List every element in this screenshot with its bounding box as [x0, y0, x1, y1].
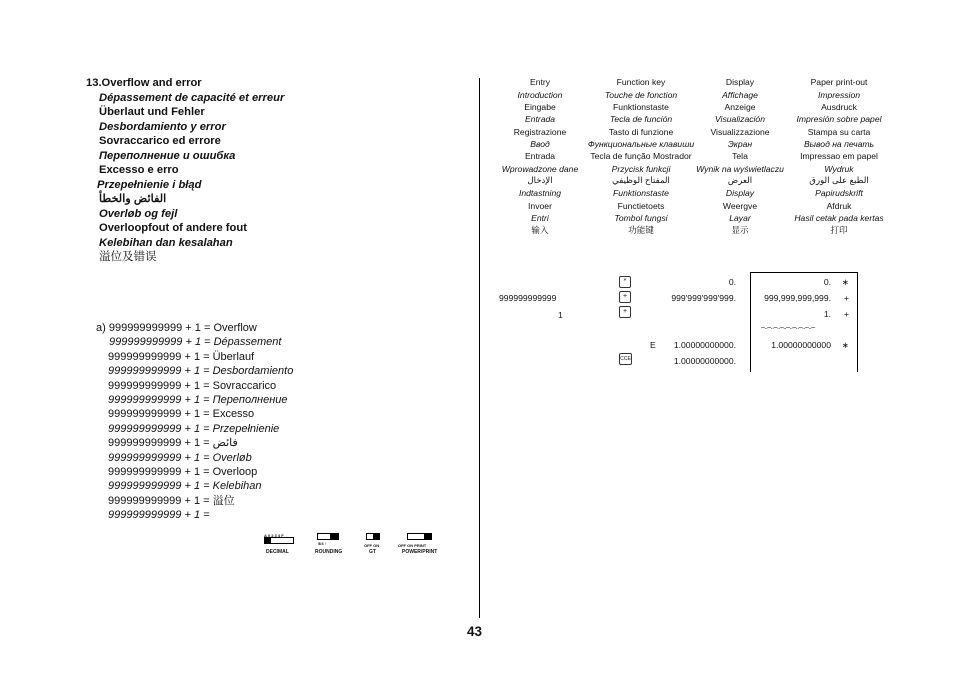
- table-cell: Eingabe: [524, 101, 556, 112]
- example-spanish: 999999999999 + 1 = Desbordamiento: [108, 365, 294, 378]
- table-cell: Funktionstaste: [613, 101, 669, 112]
- table-cell: Экран: [727, 138, 753, 149]
- table-cell: Tombol fungsi: [614, 212, 668, 223]
- switch-rounding-positions: 5/4 ↑: [318, 541, 327, 546]
- switch-power-label: POWER/PRINT: [402, 549, 438, 555]
- table-cell: 输入: [531, 225, 549, 236]
- table-cell: Weergve: [722, 200, 758, 211]
- table-cell: Entri: [531, 212, 549, 223]
- table-cell: Invoer: [528, 200, 552, 211]
- paper-symbol: ∗: [841, 340, 849, 350]
- table-row: [493, 224, 893, 236]
- table-cell: Stampa su carta: [807, 126, 871, 137]
- table-cell: Entrada: [524, 151, 556, 162]
- switch-power-track: [407, 533, 432, 540]
- title-french: Dépassement de capacité et erreur: [99, 91, 285, 104]
- table-cell: Display: [725, 188, 755, 199]
- paper-value: 999,999,999,999.: [764, 293, 831, 303]
- table-cell: Wprowadzone dane: [501, 163, 579, 174]
- display-value: 1.00000000000.: [673, 340, 736, 350]
- title-spanish: Desbordamiento y error: [99, 120, 226, 133]
- paper-symbol: +: [843, 293, 849, 303]
- example-danish: 999999999999 + 1 = Overløb: [108, 451, 252, 464]
- display-value: 1.00000000000.: [673, 356, 736, 366]
- table-cell: Wynik na wyświetlaczu: [696, 163, 784, 174]
- switch-gt-label: GT: [369, 549, 376, 555]
- table-cell: Display: [725, 77, 755, 88]
- title-german: Überlaut und Fehler: [99, 106, 205, 118]
- title-indonesian: Kelebihan dan kesalahan: [99, 236, 233, 249]
- table-cell: Przycisk funkcji: [611, 163, 671, 174]
- entry-value: 999999999999: [499, 293, 557, 303]
- table-cell: Wydruk: [824, 163, 854, 174]
- table-cell: Paper print-out: [810, 77, 868, 88]
- title-italian: Sovraccarico ed errore: [99, 135, 221, 147]
- table-row: [493, 125, 893, 137]
- title-portuguese: Excesso e erro: [99, 164, 179, 176]
- table-cell: Entrada: [524, 114, 556, 125]
- table-cell: Impression: [817, 89, 861, 100]
- switch-rounding-track: [317, 533, 339, 540]
- table-row: [493, 187, 893, 199]
- paper-symbol: ∗: [841, 277, 849, 287]
- title-russian: Переполнение и ошибка: [99, 149, 236, 162]
- example-arabic: فائض = 1 + 999999999999: [108, 437, 238, 450]
- table-row: [493, 162, 893, 174]
- table-cell: Introduction: [517, 89, 563, 100]
- entry-value: 1: [558, 310, 563, 320]
- table-cell: Function key: [616, 77, 666, 88]
- title-danish: Overløb og fejl: [99, 207, 178, 220]
- table-cell: Anzeige: [724, 101, 756, 112]
- column-divider: [479, 78, 480, 618]
- display-value: 999'999'999'999.: [671, 293, 736, 303]
- example-russian: 999999999999 + 1 = Переполнение: [108, 394, 288, 406]
- key-cce-icon: CCE: [619, 353, 632, 365]
- switch-rounding-label: ROUNDING: [315, 549, 343, 555]
- page-number: 43: [467, 624, 483, 639]
- switch-power-positions: OFF ON PRINT: [398, 543, 427, 548]
- error-indicator: E: [650, 340, 656, 350]
- key-clear-icon: *: [619, 276, 631, 288]
- table-cell: Entry: [529, 77, 551, 88]
- table-cell: Ввод: [530, 138, 550, 149]
- title-dutch: Overloopfout of andere fout: [99, 222, 247, 234]
- paper-value: 1.00000000000: [771, 340, 831, 350]
- example-portuguese: 999999999999 + 1 = Excesso: [108, 408, 255, 421]
- example-polish: 999999999999 + 1 = Przepełnienie: [108, 422, 280, 435]
- table-cell: 功能键: [628, 225, 654, 236]
- translation-table: [493, 76, 893, 236]
- paper-symbol: +: [843, 309, 849, 319]
- display-value: 0.: [728, 277, 736, 287]
- table-cell: الإدخال: [527, 175, 553, 186]
- table-cell: Visualización: [714, 114, 765, 125]
- switch-decimal-knob: [265, 538, 271, 543]
- table-cell: Impressao em papel: [800, 151, 878, 162]
- table-cell: Registrazione: [513, 126, 567, 137]
- table-cell: Вывод на печать: [803, 138, 875, 149]
- example-italian: 999999999999 + 1 = Sovraccarico: [108, 379, 277, 392]
- table-cell: الطبع على الورق: [809, 175, 869, 186]
- switch-gt-positions: OFF ON: [364, 543, 380, 548]
- table-cell: Functietoets: [617, 200, 665, 211]
- table-cell: المفتاح الوظيفي: [612, 175, 670, 186]
- table-cell: Tasto di funzione: [608, 126, 674, 137]
- switch-power-knob: [424, 534, 431, 539]
- table-cell: Tecla de función: [609, 114, 673, 125]
- table-cell: Indtastning: [518, 188, 562, 199]
- table-cell: Tela: [732, 151, 748, 162]
- table-cell: Affichage: [722, 89, 758, 100]
- table-cell: Funktionstaste: [613, 188, 669, 199]
- table-cell: Tecla de função Mostrador: [590, 151, 692, 162]
- example-french: 999999999999 + 1 = Dépassement: [109, 336, 282, 349]
- example-chinese: 999999999999 + 1 = 溢位: [108, 494, 235, 507]
- table-row: [493, 101, 893, 113]
- table-cell: Papirudskrift: [815, 188, 863, 199]
- switch-gt-knob: [373, 534, 379, 539]
- table-cell: Touche de fonction: [604, 89, 678, 100]
- switch-decimal-label: DECIMAL: [266, 549, 289, 555]
- table-cell: 显示: [731, 225, 749, 236]
- example-indonesian: 999999999999 + 1 = Kelebihan: [108, 480, 262, 493]
- table-row: [493, 212, 893, 224]
- table-cell: Impresión sobre papel: [796, 114, 882, 125]
- paper-value: 0.: [823, 277, 831, 287]
- switch-decimal-track: [264, 537, 294, 544]
- example-german: 999999999999 + 1 = Überlauf: [108, 350, 255, 363]
- table-cell: Ausdruck: [821, 101, 857, 112]
- key-plus-icon: +: [619, 306, 631, 318]
- paper-printout: [750, 272, 858, 372]
- switch-gt-track: [366, 533, 380, 540]
- paper-separator: –..–..–..–..–..–..–..–..–: [761, 324, 815, 331]
- title-arabic: الفائض والخطأ: [99, 193, 167, 205]
- table-row: [493, 138, 893, 150]
- section-title: 13.Overflow and error: [86, 77, 202, 89]
- example-blank: 999999999999 + 1 =: [108, 509, 210, 522]
- example-english: a) 999999999999 + 1 = Overflow: [96, 322, 257, 334]
- table-cell: Hasil cetak pada kertas: [794, 212, 884, 223]
- table-cell: Afdruk: [826, 200, 852, 211]
- example-dutch: 999999999999 + 1 = Overloop: [108, 466, 258, 478]
- table-cell: العرض: [727, 175, 753, 186]
- table-cell: 打印: [830, 225, 848, 236]
- table-row: [493, 76, 893, 88]
- table-cell: Visualizzazione: [710, 126, 770, 137]
- table-row: [493, 113, 893, 125]
- paper-value: 1.: [823, 309, 831, 319]
- switch-rounding-knob: [330, 534, 338, 539]
- table-row: [493, 199, 893, 211]
- table-row: [493, 88, 893, 100]
- switch-decimal-positions: A 0 2 3 4 F: [264, 533, 284, 538]
- title-polish: Przepełnienie i błąd: [97, 178, 202, 191]
- key-plus-icon: +: [619, 291, 631, 303]
- table-cell: Функциональные клавиши: [587, 138, 695, 149]
- table-row: [493, 175, 893, 187]
- table-cell: Layar: [729, 212, 751, 223]
- table-row: [493, 150, 893, 162]
- title-chinese: 溢位及错误: [99, 251, 157, 263]
